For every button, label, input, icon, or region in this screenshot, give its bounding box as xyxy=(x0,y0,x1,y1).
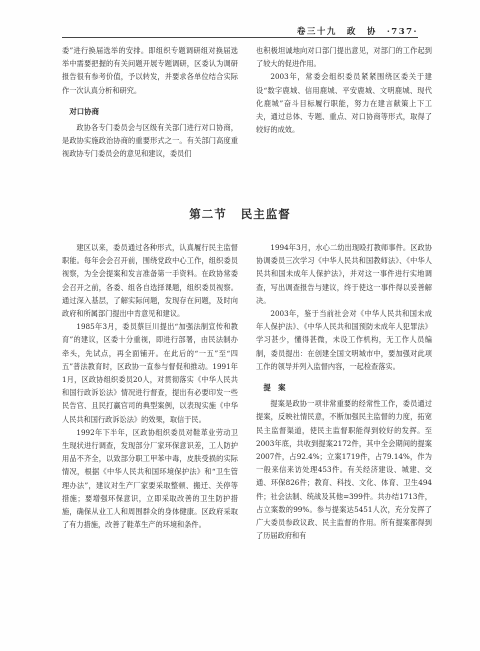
paragraph: 1985年3月，委员蔡巨川提出“加强法制宣传和教育”的建议，区委十分重视，即进行部署，由民法制办牵头，先试点，再全面铺开。在此后的“一五”至“四五”普法教育时，区政协一直参与督促和推动。1991年1月，区政协组织委员20人，对贯彻落实《中华人民共和国行政诉讼法》情况进行督查，提出有必要印发一些民告官、且民打赢官司的典型案例，以表现实施《中华人民共和国行政诉讼法》的效果，取信于民。 xyxy=(62,322,238,424)
paragraph: 提案是政协一项非常重要的经常性工作，委员通过提案，反映社情民意，不断加强民主监督的力度，拓宽民主监督渠道，使民主监督职能得到较好的发挥。至2003年底，共收到提案2172件，其中全会期间的提案2007件，占92.4%；立案1719件，占79.14%，作为一般来信来访处理453件。有关经济建设、城建、交通、环保826件；教育、科技、文化、体育、卫生494件；社会法制、统战及其他=399件。共办结1713件，占立案数的99%。参与提案达5451人次，充分发挥了广大委员参政议政、民主监督的作用。所有提案都得到了历届政府和有 xyxy=(256,399,432,541)
left-column-bottom xyxy=(62,241,238,531)
paragraph: 也积极坦诚地向对口部门提出意见，对部门的工作起到了较大的促进作用。 xyxy=(256,46,432,69)
paragraph: 1994年3月，水心二幼出现殴打教师事件。区政协协调委员三次学习《中华人民共和国教师法》、《中华人民共和国未成年人保护法》，并对这一事件进行实地调查，写出调查报告与建议，终于使这一事件得以妥善解决。 xyxy=(256,243,432,305)
paragraph: 建区以来，委员通过各种形式，认真履行民主监督职能。每年会会召开前，围绕党政中心工作，组织委员视察，为全会提案和发言准备第一手资料。在政协常委会召开之前，各委、组各自选择课题，组织委员视察。通过深入基层，了解实际问题，发现存在问题，及时向政府和所属部门提出中肯意见和建议。 xyxy=(62,243,238,319)
right-column-top xyxy=(256,44,432,136)
paragraph: 1992年下半年，区政协组织委员对鞋革业劳动卫生现状进行调查，发现部分厂家环保意识差，工人防护用品不齐全，以致部分职工甲苯中毒，皮肤受损的实际情况，根据《中华人民共和国环境保护法》和“卫生管理办法”，建议对生产厂家要采取整顿、搬迁、关停等措施；要增强环保意识，立即采取改善的卫生防护措施，确保从业工人和周围群众的身体健康。区政府采取了有力措施，改善了鞋革生产的环境和条件。 xyxy=(62,427,238,530)
running-head: 卷三十九 政 协 ·737· xyxy=(296,27,418,37)
section-heading xyxy=(0,206,480,222)
subheading: 提 案 xyxy=(263,383,286,393)
header-rule xyxy=(62,37,418,38)
left-column-top xyxy=(62,44,238,161)
paragraph: 2003年，常委会组织委员紧紧围绕区委关于建设“数字鹿城、信用鹿城、平安鹿城、文明鹿城、现代化鹿城”奋斗目标履行职能，努力在建言献策上下工夫，通过总体、专题、重点、对口协商等形式，取得了较好的成效。 xyxy=(256,72,432,135)
section-title: 民主监督 xyxy=(240,207,291,221)
page-header xyxy=(0,0,480,40)
section-number: 第二节 xyxy=(189,207,227,221)
subheading: 对口协商 xyxy=(69,106,99,116)
paragraph: 2003年，鉴于当前社会对《中华人民共和国未成年人保护法》、《中华人民共和国预防未成年人犯罪法》学习甚少，懂得甚微，未设工作机构，无工作人员编制，委员提出：在创建全国文明城市中，要加强对此项工作的领导并列入监督内容，一起检查落实。 xyxy=(256,309,432,371)
paragraph: 委”进行换届选举的安排。即组织专题调研组对换届选举中需要把握的有关问题开展专题调研，区委认为调研报告很有参考价值，予以转发，并要求各单位结合实际作一次认真分析和研究。 xyxy=(62,46,238,95)
right-column-bottom xyxy=(256,241,432,542)
paragraph: 政协各专门委员会与区级有关部门进行对口协商，是政协实施政治协商的重要形式之一。有关部门高度重视政协专门委员会的意见和建议，委员们 xyxy=(62,123,238,159)
